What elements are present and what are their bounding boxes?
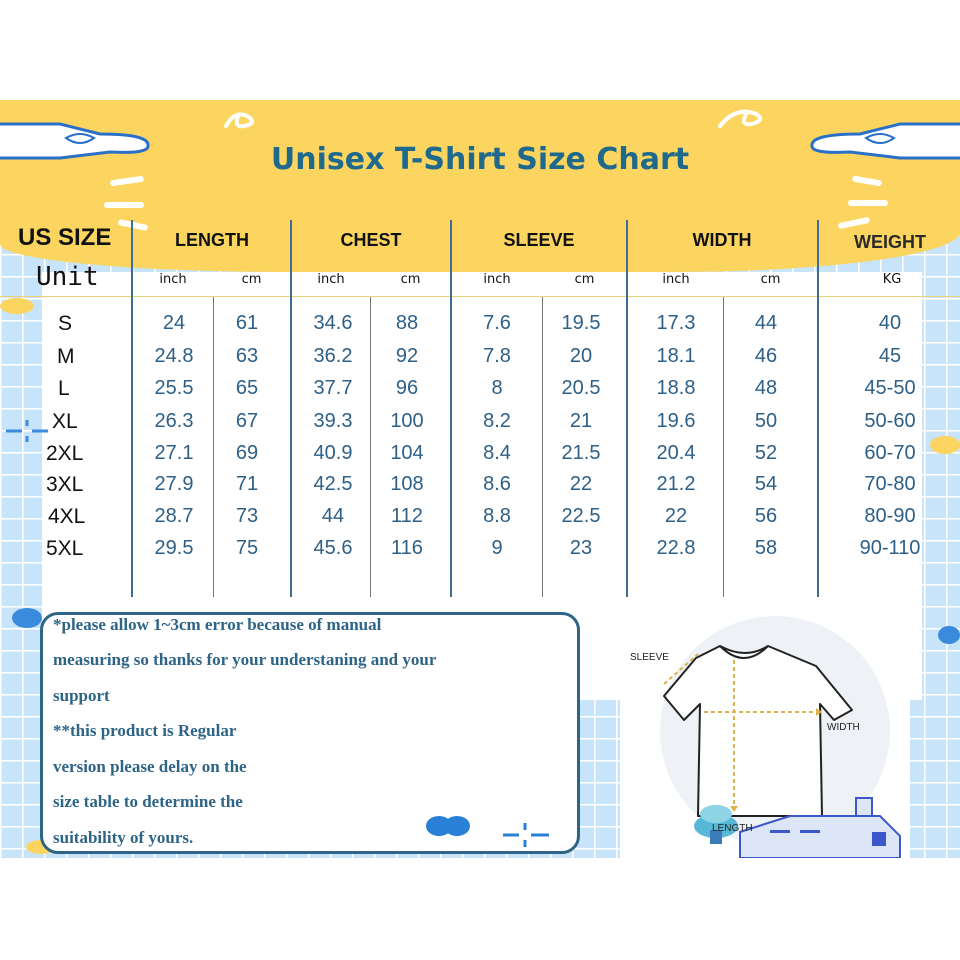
value-cell: 46 bbox=[754, 345, 778, 367]
value-cell: 40 bbox=[878, 312, 902, 334]
value-cell: 75 bbox=[235, 537, 259, 559]
unit-label: Unit bbox=[36, 262, 99, 292]
column-divider bbox=[817, 220, 819, 597]
length-inch-unit: inch bbox=[159, 272, 187, 287]
value-cell: 56 bbox=[754, 505, 778, 527]
value-cell: 45 bbox=[878, 345, 902, 367]
value-cell: 61 bbox=[235, 312, 259, 334]
size-chart-graphic bbox=[0, 100, 960, 858]
sparkle-ray bbox=[852, 175, 883, 186]
value-cell: 19.6 bbox=[656, 410, 696, 432]
header-divider bbox=[0, 296, 960, 297]
tshirt-measure-diagram bbox=[620, 600, 910, 858]
value-cell: 73 bbox=[235, 505, 259, 527]
value-cell: 100 bbox=[390, 410, 424, 432]
value-cell: 69 bbox=[235, 442, 259, 464]
width-cm-unit: cm bbox=[760, 272, 781, 287]
width-header: WIDTH bbox=[692, 230, 752, 250]
value-cell: 8 bbox=[491, 377, 503, 399]
blue-blob-decoration bbox=[12, 608, 42, 628]
value-cell: 108 bbox=[390, 473, 424, 495]
value-cell: 26.3 bbox=[154, 410, 194, 432]
value-cell: 22 bbox=[569, 473, 593, 495]
value-cell: 39.3 bbox=[313, 410, 353, 432]
value-cell: 7.8 bbox=[483, 345, 511, 367]
length-header: LENGTH bbox=[175, 230, 249, 250]
value-cell: 7.6 bbox=[483, 312, 511, 334]
value-cell: 40.9 bbox=[313, 442, 353, 464]
notes-box bbox=[40, 612, 580, 854]
value-cell: 36.2 bbox=[313, 345, 353, 367]
crosshair-decoration-icon bbox=[501, 821, 551, 849]
crosshair-decoration-icon bbox=[4, 418, 50, 444]
value-cell: 9 bbox=[491, 537, 503, 559]
chest-cm-unit: cm bbox=[400, 272, 421, 287]
value-cell: 20.5 bbox=[561, 377, 601, 399]
value-cell: 58 bbox=[754, 537, 778, 559]
value-cell: 116 bbox=[391, 537, 423, 559]
value-cell: 24 bbox=[162, 312, 186, 334]
value-cell: 80-90 bbox=[864, 505, 916, 527]
width-inch-unit: inch bbox=[662, 272, 690, 287]
weight-header: WEIGHT bbox=[854, 232, 926, 252]
sparkle-ray bbox=[104, 202, 144, 208]
value-cell: 18.8 bbox=[656, 377, 696, 399]
sparkle-ray bbox=[110, 176, 145, 187]
size-cell: 2XL bbox=[46, 442, 84, 465]
value-cell: 48 bbox=[754, 377, 778, 399]
swirl-decoration-icon bbox=[716, 104, 772, 134]
note-line: suitability of yours. bbox=[53, 828, 194, 847]
value-cell: 65 bbox=[235, 377, 259, 399]
size-cell: 3XL bbox=[46, 473, 84, 496]
value-cell: 20 bbox=[569, 345, 593, 367]
size-cell: XL bbox=[52, 410, 78, 433]
value-cell: 92 bbox=[395, 345, 419, 367]
size-cell: L bbox=[58, 377, 70, 400]
value-cell: 20.4 bbox=[656, 442, 696, 464]
value-cell: 96 bbox=[395, 377, 419, 399]
size-cell: M bbox=[57, 345, 75, 368]
value-cell: 21.5 bbox=[561, 442, 601, 464]
column-divider bbox=[131, 220, 133, 597]
note-line: support bbox=[53, 686, 110, 705]
value-cell: 8.2 bbox=[483, 410, 511, 432]
value-cell: 8.8 bbox=[483, 505, 511, 527]
value-cell: 104 bbox=[390, 442, 424, 464]
sleeve-cm-unit: cm bbox=[574, 272, 595, 287]
heart-icon bbox=[425, 813, 471, 841]
sleeve-measure-label: SLEEVE bbox=[630, 652, 669, 663]
sleeve-inch-unit: inch bbox=[483, 272, 511, 287]
value-cell: 71 bbox=[235, 473, 259, 495]
value-cell: 90-110 bbox=[859, 537, 921, 559]
value-cell: 54 bbox=[754, 473, 778, 495]
value-cell: 52 bbox=[754, 442, 778, 464]
value-cell: 70-80 bbox=[864, 473, 916, 495]
value-cell: 8.4 bbox=[483, 442, 511, 464]
value-cell: 22.8 bbox=[656, 537, 696, 559]
note-line: size table to determine the bbox=[53, 792, 243, 811]
value-cell: 112 bbox=[391, 505, 423, 527]
value-cell: 60-70 bbox=[864, 442, 916, 464]
value-cell: 45-50 bbox=[864, 377, 916, 399]
value-cell: 22.5 bbox=[561, 505, 601, 527]
blue-blob-decoration bbox=[938, 626, 960, 644]
size-cell: 4XL bbox=[48, 505, 86, 528]
yellow-blob-decoration bbox=[0, 298, 34, 314]
size-cell: S bbox=[58, 312, 73, 335]
length-cm-unit: cm bbox=[241, 272, 262, 287]
chest-inch-unit: inch bbox=[317, 272, 345, 287]
weight-kg-unit: KG bbox=[882, 272, 902, 287]
note-line: version please delay on the bbox=[53, 757, 247, 776]
value-cell: 28.7 bbox=[154, 505, 194, 527]
value-cell: 8.6 bbox=[483, 473, 511, 495]
value-cell: 17.3 bbox=[656, 312, 696, 334]
value-cell: 50-60 bbox=[864, 410, 916, 432]
value-cell: 88 bbox=[395, 312, 419, 334]
note-line: measuring so thanks for your understaning and your bbox=[53, 650, 437, 669]
us-size-header: US SIZE bbox=[18, 224, 112, 251]
value-cell: 50 bbox=[754, 410, 778, 432]
chest-header: CHEST bbox=[340, 230, 402, 250]
value-cell: 21 bbox=[569, 410, 593, 432]
value-cell: 22 bbox=[664, 505, 688, 527]
swirl-decoration-icon bbox=[222, 106, 272, 136]
value-cell: 25.5 bbox=[154, 377, 194, 399]
value-cell: 27.9 bbox=[154, 473, 194, 495]
note-line: **this product is Regular bbox=[53, 721, 237, 740]
value-cell: 44 bbox=[754, 312, 778, 334]
sparkle-ray bbox=[848, 200, 888, 206]
value-cell: 42.5 bbox=[313, 473, 353, 495]
value-cell: 34.6 bbox=[313, 312, 353, 334]
note-line: *please allow 1~3cm error because of manual bbox=[53, 615, 382, 634]
column-divider bbox=[290, 220, 292, 597]
value-cell: 45.6 bbox=[313, 537, 353, 559]
value-cell: 67 bbox=[235, 410, 259, 432]
value-cell: 24.8 bbox=[154, 345, 194, 367]
value-cell: 44 bbox=[321, 505, 345, 527]
width-measure-label: WIDTH bbox=[827, 722, 860, 733]
length-measure-label: LENGTH bbox=[712, 823, 753, 834]
value-cell: 19.5 bbox=[561, 312, 601, 334]
value-cell: 29.5 bbox=[154, 537, 194, 559]
value-cell: 63 bbox=[235, 345, 259, 367]
value-cell: 21.2 bbox=[656, 473, 696, 495]
value-cell: 18.1 bbox=[656, 345, 696, 367]
sleeve-header: SLEEVE bbox=[503, 230, 575, 250]
value-cell: 27.1 bbox=[154, 442, 194, 464]
sparkle-ray bbox=[838, 217, 871, 230]
value-cell: 37.7 bbox=[313, 377, 353, 399]
size-cell: 5XL bbox=[46, 537, 84, 560]
chart-title: Unisex T-Shirt Size Chart bbox=[270, 142, 690, 177]
value-cell: 23 bbox=[569, 537, 593, 559]
